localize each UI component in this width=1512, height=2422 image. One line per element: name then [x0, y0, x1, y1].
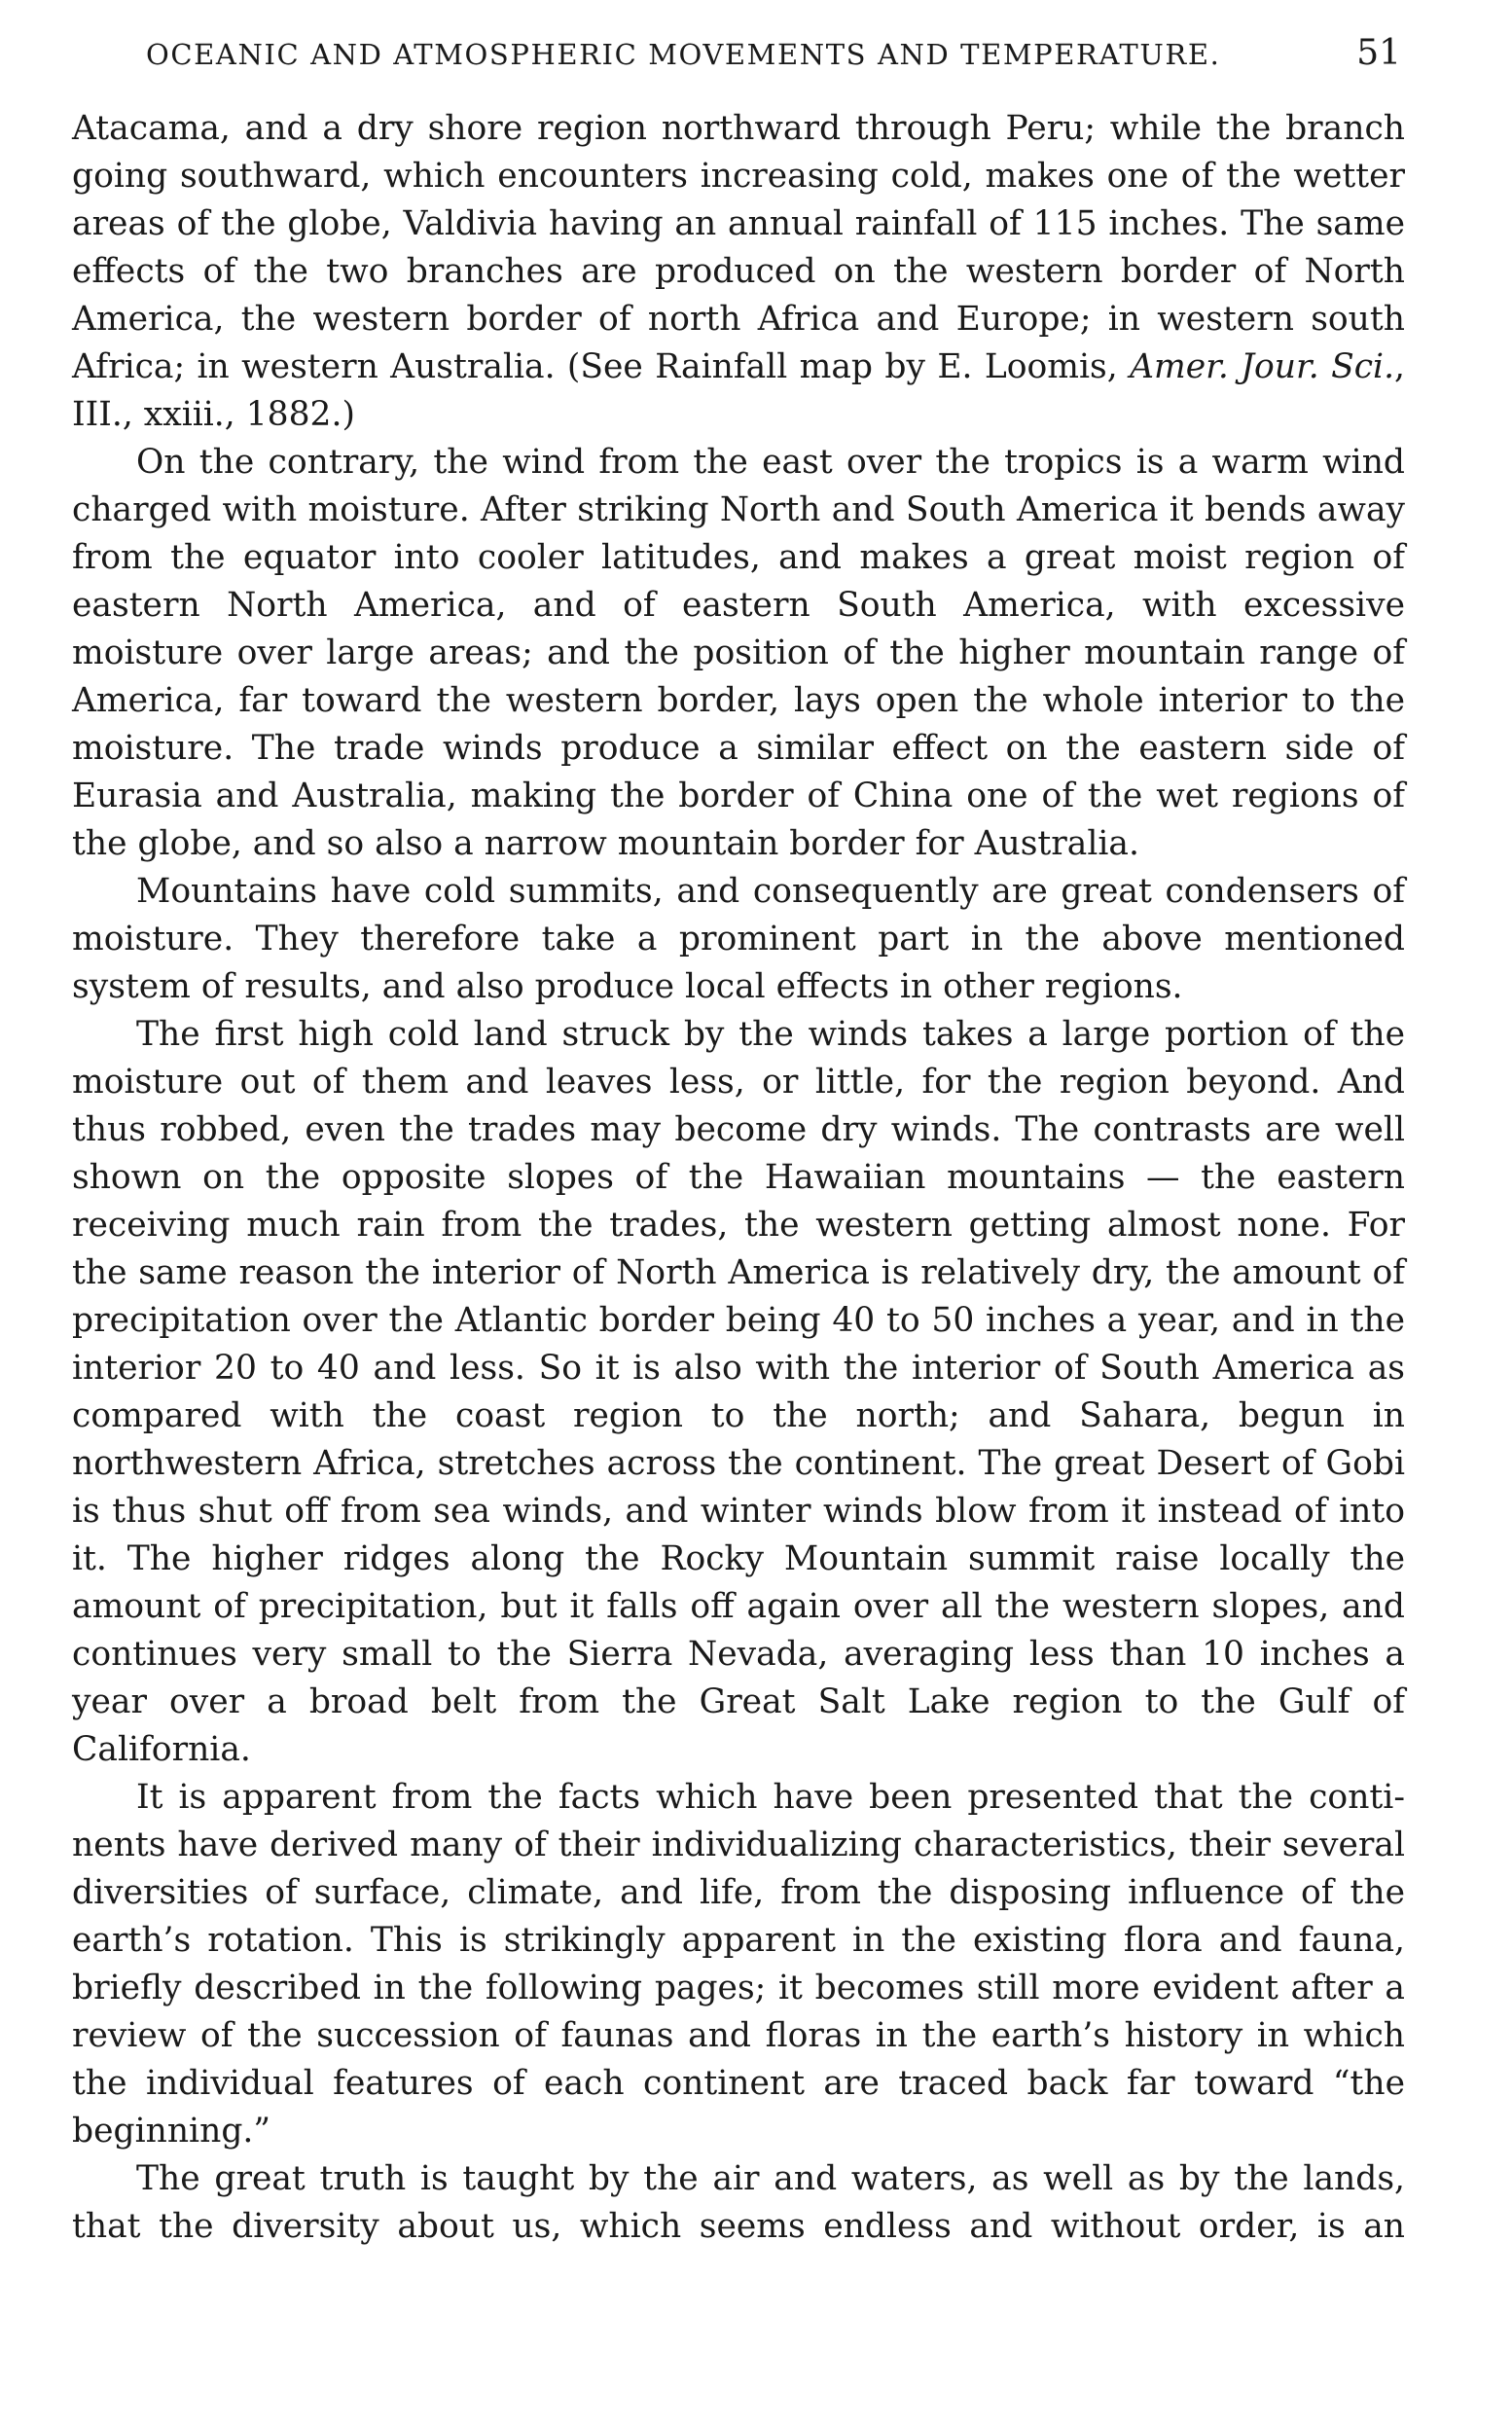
- running-title: OCEANIC AND ATMOSPHERIC MOVEMENTS AND TEMPERATURE.: [146, 38, 1221, 71]
- citation-details: , III., xxiii., 1882.): [72, 347, 1406, 434]
- journal-citation: Amer. Jour. Sci.: [1130, 347, 1395, 386]
- paragraph-1-text: Atacama, and a dry shore region northward through Peru; while the branch going southward, which encounters increasing cold, makes one of the wetter areas of the globe, Valdivia having an annual rainfall of 115 inches. The same effects of the two branches are produced on the western border of North America, the western border of north Africa and Europe; in western south Africa; in western Australia. (See Rainfall map by E. Loomis,: [72, 109, 1405, 386]
- running-head: [146, 33, 1401, 73]
- page-number: 51: [1356, 33, 1401, 73]
- paragraph-4: The first high cold land struck by the winds takes a large portion of the moisture out of them and leaves less, or little, for the region beyond. And thus robbed, even the trades may become dry winds. The contrasts are well shown on the opposite slopes of the Hawaiian mountains — the eastern receiving much rain from the trades, the western getting almost none. For the same reason the interior of North America is relatively dry, the amount of precipitation over the Atlantic border being 40 to 50 inches a year, and in the interior 20 to 40 and less. So it is also with the interior of South America as compared with the coast region to the north; and Sahara, begun in northwestern Africa, stretches across the continent. The great Desert of Gobi is thus shut off from sea winds, and winter winds blow from it instead of into it. The higher ridges along the Rocky Mountain summit raise locally the amount of precipitation, but it falls off again over all the western slopes, and continues very small to the Sierra Nevada, averaging less than 10 inches a year over a broad belt from the Great Salt Lake region to the Gulf of California.: [72, 1015, 1405, 1769]
- paragraph-6: The great truth is taught by the air and waters, as well as by the lands, that the diversity about us, which seems endless and without order, is an: [72, 2159, 1405, 2246]
- paragraph-5: It is apparent from the facts which have been presented that the continents have derived many of their individualizing characteristics, their several diversities of surface, climate, and life, from the disposing influence of the earth’s rotation. This is strikingly apparent in the existing flora and fauna, briefly described in the following pages; it becomes still more evident after a review of the succession of faunas and floras in the earth’s history in which the individual features of each continent are traced back far toward “the beginning.”: [72, 1778, 1405, 2151]
- body-text: [72, 105, 1405, 2251]
- paragraph-1: [72, 105, 1405, 439]
- paragraph-3: Mountains have cold summits, and consequently are great condensers of moisture. They therefore take a prominent part in the above mentioned system of results, and also produce local effects in other regions.: [72, 872, 1405, 1006]
- paragraph-2: On the contrary, the wind from the east over the tropics is a warm wind charged with moisture. After striking North and South America it bends away from the equator into cooler latitudes, and makes a great moist region of eastern North America, and of eastern South America, with excessive moisture over large areas; and the position of the higher mountain range of America, far toward the western border, lays open the whole interior to the moisture. The trade winds produce a similar effect on the eastern side of Eurasia and Australia, making the border of China one of the wet regions of the globe, and so also a narrow mountain border for Australia.: [72, 443, 1405, 863]
